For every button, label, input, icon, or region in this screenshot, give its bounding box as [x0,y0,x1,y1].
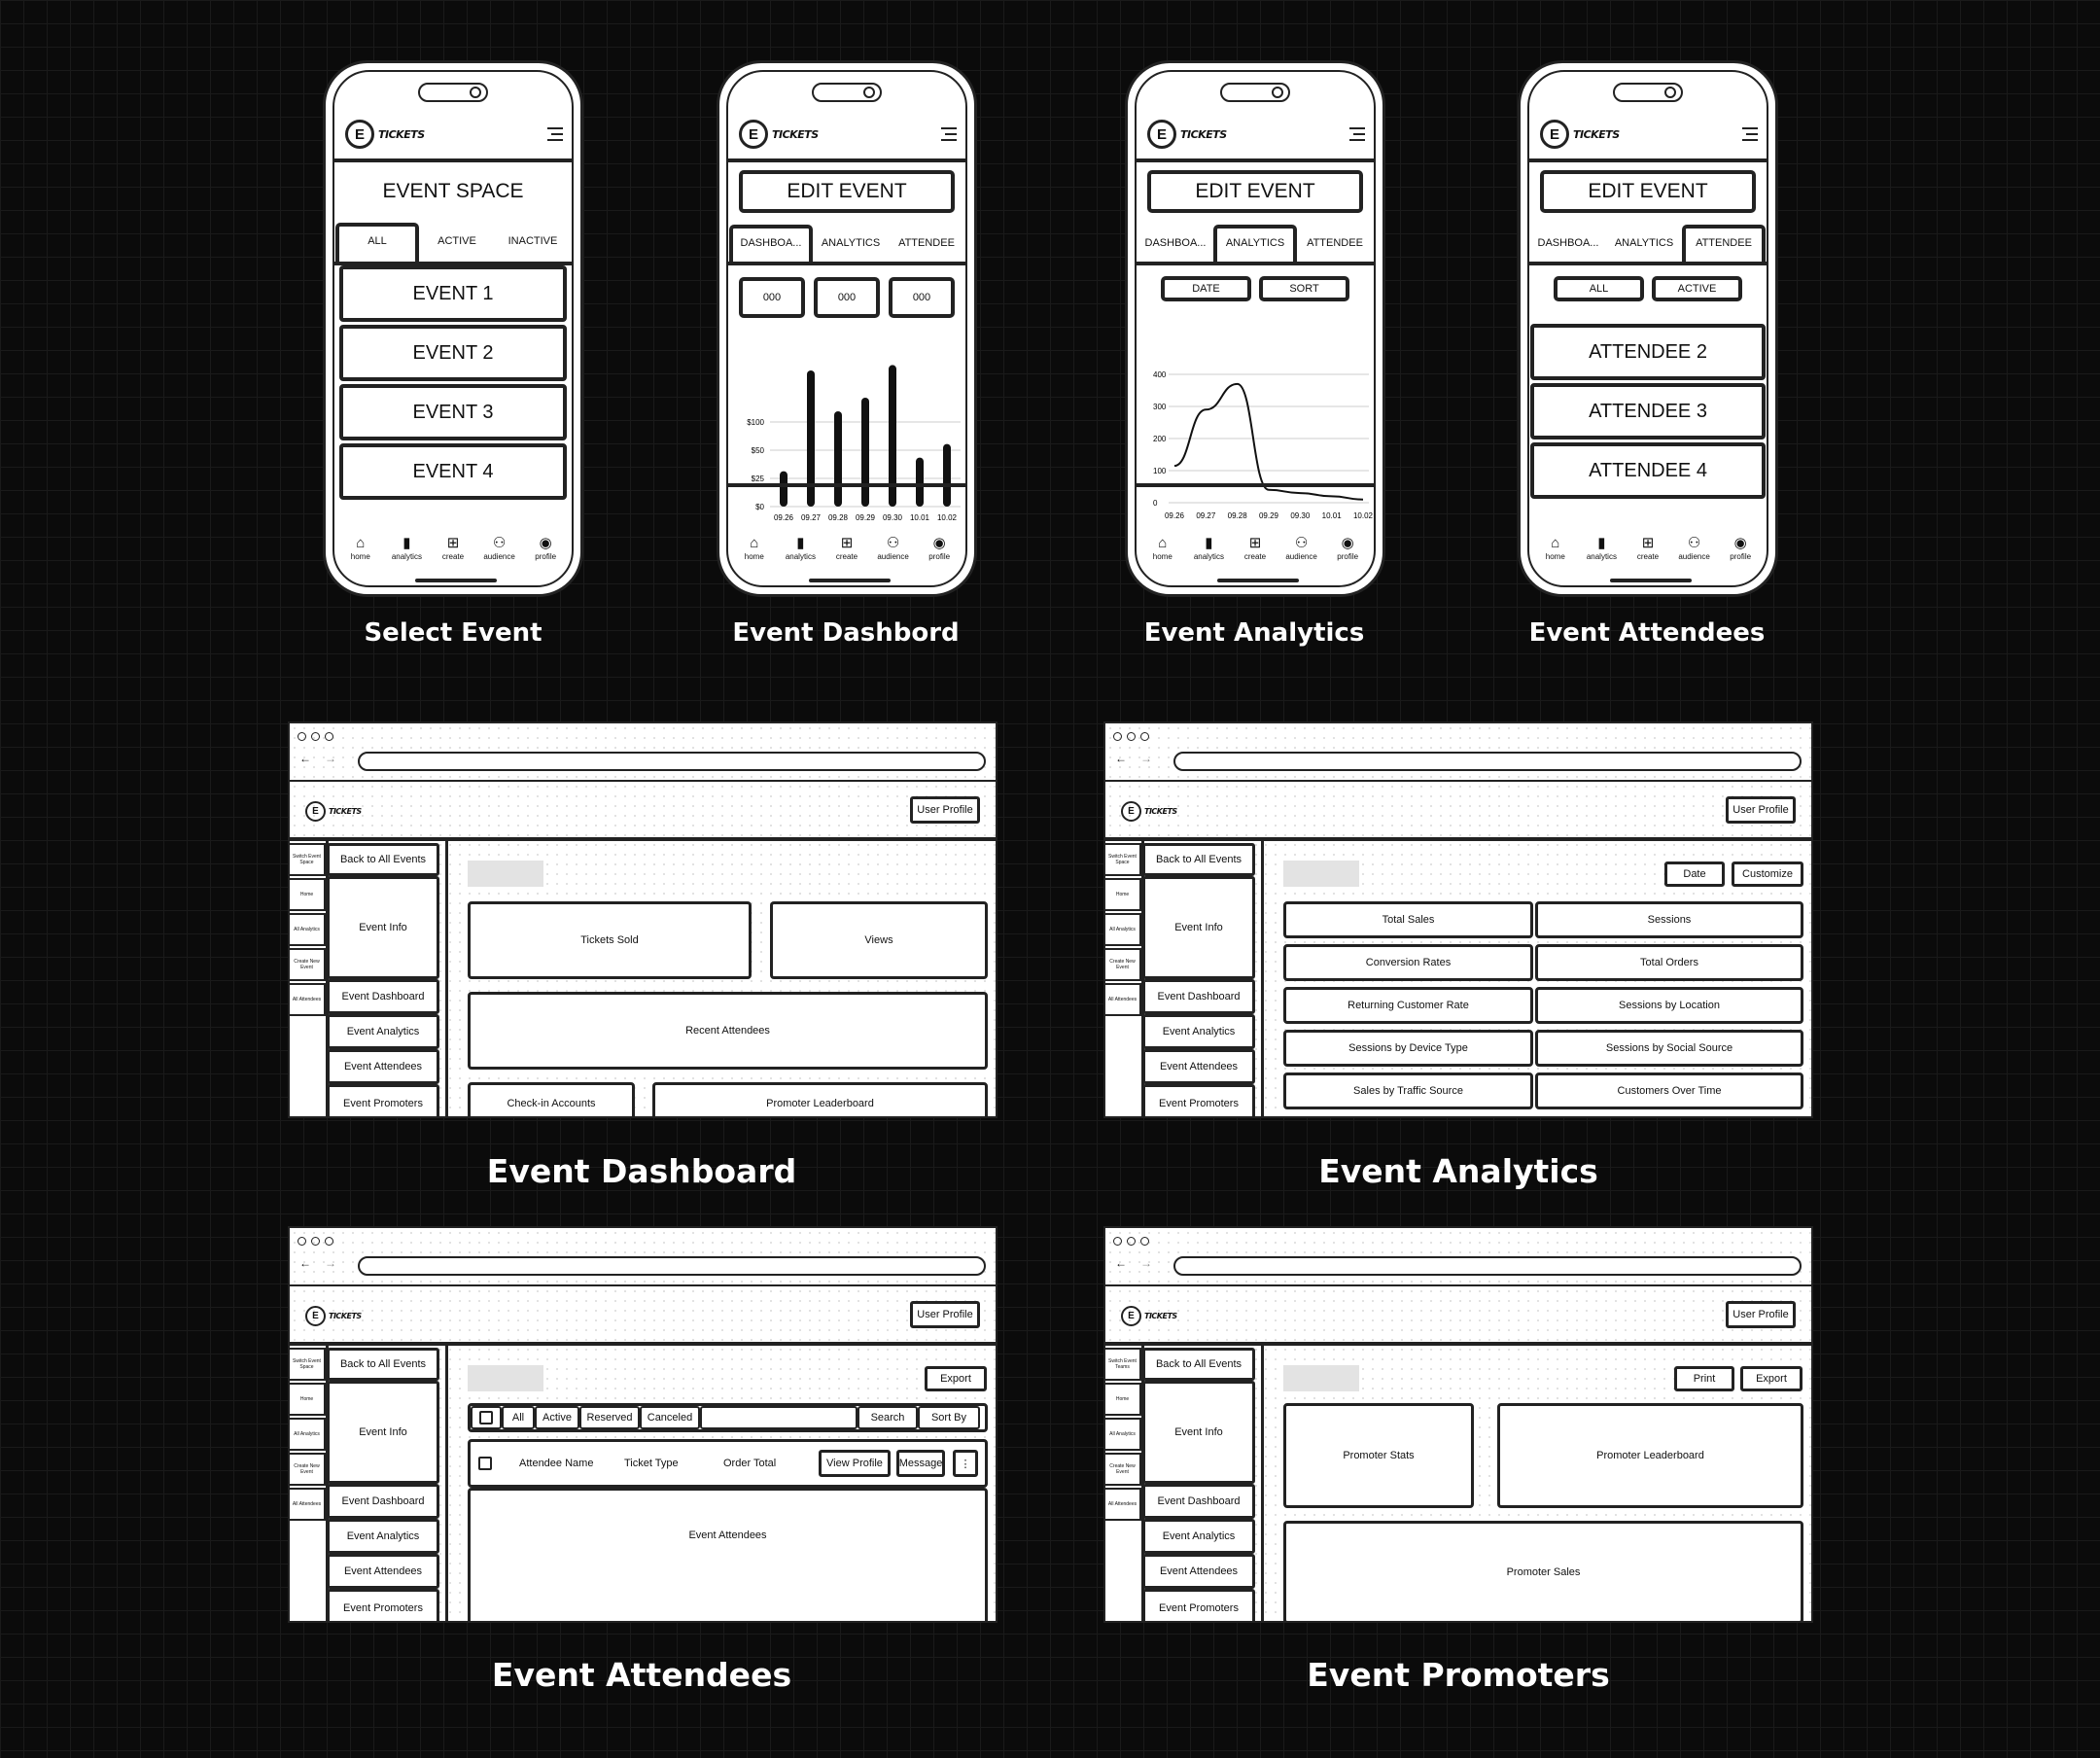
main-content [1261,1346,1811,1621]
nav-item-analytics[interactable] [384,535,431,561]
nav-label: home [1152,552,1172,561]
nav-label: profile [1730,552,1752,561]
phone-select-event [323,60,583,597]
nav-item-audience[interactable] [870,535,917,561]
event-info[interactable]: Event Info [327,876,439,979]
views-card[interactable]: Views [770,901,988,979]
y-tick-label: $25 [751,475,764,483]
promoter-leaderboard-card[interactable]: Promoter Leaderboard [652,1082,988,1118]
icon-rail [290,1346,329,1621]
caption-event-promoters: Event Promoters [1307,1656,1610,1694]
address-bar[interactable] [358,1256,986,1276]
nav-label: create [1243,552,1267,561]
phone-event-dashboard [717,60,977,597]
rail-item-all-analytics[interactable]: All Analytics [1105,1418,1141,1451]
tab-active[interactable]: ACTIVE [438,235,476,247]
bar [834,411,842,507]
tab-dashboard[interactable]: DASHBOA... [729,225,813,264]
rail-item-home[interactable]: Home [1105,878,1141,911]
tab-attendee[interactable]: ATTENDEE [1307,237,1363,249]
x-tick-label: 09.30 [1290,511,1311,520]
y-tick-label: 400 [1153,370,1167,379]
rail-item-home[interactable]: Home [290,878,326,911]
analytics-card[interactable]: Customers Over Time [1535,1072,1803,1109]
analytics-card[interactable]: Sessions by Social Source [1535,1030,1803,1067]
nav-label: create [1636,552,1660,561]
divider [333,158,573,162]
nav-item-audience[interactable] [1278,535,1325,561]
tab-attendee[interactable]: ATTENDEE [898,237,955,249]
attendee-row[interactable] [468,1439,988,1488]
page-title-placeholder [1283,1365,1359,1391]
stat-box: 000 [889,277,955,318]
nav-label: home [350,552,370,561]
analytics-card[interactable]: Returning Customer Rate [1283,987,1533,1024]
nav-label: analytics [1193,552,1224,561]
caption-event-analytics-web: Event Analytics [1318,1152,1598,1190]
nav-item-audience[interactable] [1671,535,1718,561]
rail-item-create-event[interactable]: Create New Event [290,1453,326,1486]
filter-all[interactable]: All [502,1406,535,1429]
sidebar-item-dashboard[interactable]: Event Dashboard [1142,979,1255,1014]
forward-arrow-icon[interactable]: → [1140,752,1152,765]
back-to-all-events[interactable]: Back to All Events [327,1348,439,1381]
nav-item-create[interactable] [823,535,870,561]
brand-logo[interactable]: E TICKETS [305,801,362,822]
attendee-button[interactable]: ATTENDEE 3 [1530,383,1766,440]
rail-item-create-event[interactable]: Create New Event [1105,948,1141,981]
brand-logo[interactable]: E TICKETS [345,120,425,149]
filter-reserved[interactable]: Reserved [579,1406,640,1429]
profile-icon: ◉ [1341,535,1354,551]
rail-item-switch-space[interactable]: Switch Event Space [290,1348,326,1381]
audience-icon: ⚇ [492,535,507,551]
x-tick-label: 09.29 [855,513,876,522]
rail-item-home[interactable]: Home [1105,1383,1141,1416]
nav-item-audience[interactable] [476,535,523,561]
nav-label: audience [877,552,909,561]
attendee-button[interactable]: ATTENDEE 4 [1530,442,1766,499]
home-icon: ⌂ [1158,535,1168,551]
menu-icon[interactable] [1349,127,1365,145]
phone-notch [418,83,488,102]
edit-event-button[interactable]: EDIT EVENT [1147,170,1363,213]
page-title-placeholder [468,1365,543,1391]
customize-button[interactable]: Customize [1732,861,1803,887]
x-tick-label: 09.28 [1227,511,1247,520]
rail-item-create-event[interactable]: Create New Event [290,948,326,981]
sidebar-item-dashboard[interactable]: Event Dashboard [327,1484,439,1519]
sessions-line-chart [1139,347,1377,532]
caption-event-analytics: Event Analytics [1143,618,1365,648]
address-bar[interactable] [1173,1256,1802,1276]
window-controls[interactable] [298,1237,333,1246]
bar [780,472,788,507]
page-title-placeholder [468,861,543,887]
date-button[interactable]: Date [1664,861,1725,887]
message-button[interactable]: Message [896,1450,945,1477]
bottom-nav [337,535,569,561]
event-sidebar [1142,1346,1259,1621]
x-tick-label: 09.26 [1164,511,1185,520]
col-order-total: Order Total [723,1458,777,1469]
series-line [1174,384,1363,500]
x-tick-label: 10.01 [909,513,930,522]
main-content [1261,841,1811,1116]
page-title-placeholder [1283,861,1359,887]
brand-logo[interactable]: E TICKETS [739,120,819,149]
check-in-accounts-card[interactable]: Check-in Accounts [468,1082,635,1118]
main-content [445,841,996,1116]
divider [727,158,966,162]
y-tick-label: 200 [1153,435,1167,443]
home-icon: ⌂ [750,535,759,551]
brand-logo[interactable]: E TICKETS [1121,1306,1177,1326]
promoter-leaderboard-card[interactable]: Promoter Leaderboard [1497,1403,1803,1508]
sidebar-item-promoters[interactable]: Event Promoters [327,1084,439,1118]
sidebar-item-promoters[interactable]: Event Promoters [1142,1084,1255,1118]
phone-notch [1220,83,1290,102]
event-info[interactable]: Event Info [1142,1381,1255,1484]
divider [727,262,966,265]
divider [727,483,966,487]
back-arrow-icon[interactable]: ← [299,1256,311,1270]
col-attendee-name: Attendee Name [519,1458,594,1469]
x-tick-label: 09.30 [882,513,903,522]
rail-item-all-attendees[interactable]: All Attendees [290,983,326,1016]
audience-icon: ⚇ [1687,535,1701,551]
analytics-card[interactable]: Sales by Traffic Source [1283,1072,1533,1109]
more-options-icon[interactable]: ⋮ [953,1450,978,1477]
analytics-card[interactable]: Total Orders [1535,944,1803,981]
profile-icon: ◉ [932,535,946,551]
event-button[interactable]: EVENT 3 [339,384,567,440]
phone-notch [812,83,882,102]
event-sidebar [327,841,443,1116]
icon-rail [290,841,329,1116]
tab-analytics[interactable]: ANALYTICS [821,237,881,249]
analytics-icon: ▮ [1597,535,1606,551]
divider [1136,262,1375,265]
menu-icon[interactable] [547,127,563,145]
bar [861,398,869,507]
event-sidebar [1142,841,1259,1116]
stat-box: 000 [814,277,880,318]
sidebar-item-analytics[interactable]: Event Analytics [327,1519,439,1554]
create-icon: ⊞ [840,535,854,551]
nav-label: audience [483,552,515,561]
y-tick-label: $50 [751,446,764,455]
bottom-nav [731,535,962,561]
user-profile-button[interactable]: User Profile [910,796,980,824]
phone-notch [1613,83,1683,102]
forward-arrow-icon[interactable]: → [325,752,336,765]
promoter-stats-card[interactable]: Promoter Stats [1283,1403,1474,1508]
analytics-card[interactable]: Conversion Rates [1283,944,1533,981]
home-indicator [1610,579,1692,582]
filter-spacer [700,1406,858,1429]
search-button[interactable]: Search [858,1406,918,1429]
bottom-nav [1532,535,1764,561]
rail-item-all-analytics[interactable]: All Analytics [290,913,326,946]
bar [943,444,951,507]
nav-item-analytics[interactable] [1186,535,1233,561]
window-controls[interactable] [1113,1237,1149,1246]
page-title: EVENT SPACE [382,180,524,202]
print-button[interactable]: Print [1674,1366,1734,1391]
divider [290,780,996,782]
audience-icon: ⚇ [1294,535,1309,551]
sidebar-item-attendees[interactable]: Event Attendees [1142,1554,1255,1589]
nav-label: profile [928,552,951,561]
user-profile-button[interactable]: User Profile [1726,796,1796,824]
y-tick-label: 300 [1153,403,1167,411]
nav-item-analytics[interactable] [778,535,824,561]
home-indicator [415,579,497,582]
browser-event-dashboard [288,721,998,1118]
nav-label: audience [1678,552,1710,561]
nav-label: analytics [785,552,816,561]
stat-box: 000 [739,277,805,318]
address-bar[interactable] [358,752,986,771]
main-content [445,1346,996,1621]
bottom-nav [1139,535,1371,561]
nav-item-profile[interactable] [1717,535,1764,561]
divider [1528,262,1768,265]
divider [1105,1284,1811,1286]
menu-icon[interactable] [1742,127,1758,145]
analytics-icon: ▮ [402,535,411,551]
nav-label: analytics [1586,552,1617,561]
sidebar-item-attendees[interactable]: Event Attendees [327,1049,439,1084]
sort-by-button[interactable]: Sort By [918,1406,980,1429]
forward-arrow-icon[interactable]: → [1140,1256,1152,1270]
nav-label: create [835,552,858,561]
brand-logo[interactable]: E TICKETS [1540,120,1620,149]
caption-event-dashboard: Event Dashboard [486,1152,797,1190]
caption-select-event: Select Event [364,618,542,648]
tab-attendee[interactable]: ATTENDEE [1682,225,1766,264]
sidebar-item-analytics[interactable]: Event Analytics [1142,1014,1255,1049]
event-button[interactable]: EVENT 4 [339,443,567,500]
sidebar-item-promoters[interactable]: Event Promoters [327,1589,439,1623]
row-checkbox[interactable] [478,1457,492,1470]
nav-item-create[interactable] [1232,535,1278,561]
nav-item-home[interactable] [1532,535,1579,561]
create-icon: ⊞ [1248,535,1262,551]
x-tick-label: 10.01 [1321,511,1342,520]
nav-item-home[interactable] [1139,535,1186,561]
rail-item-all-attendees[interactable]: All Attendees [1105,1488,1141,1521]
rail-item-all-attendees[interactable]: All Attendees [290,1488,326,1521]
nav-label: profile [535,552,557,561]
brand-logo[interactable]: E TICKETS [1147,120,1227,149]
filter-canceled[interactable]: Canceled [640,1406,700,1429]
back-to-all-events[interactable]: Back to All Events [327,843,439,876]
address-bar[interactable] [1173,752,1802,771]
x-tick-label: 10.02 [1352,511,1374,520]
back-arrow-icon[interactable]: ← [1115,1256,1127,1270]
x-tick-label: 09.27 [1196,511,1216,520]
sidebar-item-dashboard[interactable]: Event Dashboard [1142,1484,1255,1519]
col-ticket-type: Ticket Type [624,1458,679,1469]
rail-item-switch-space[interactable]: Switch Event Space [290,843,326,876]
nav-label: profile [1337,552,1359,561]
edit-event-button[interactable]: EDIT EVENT [739,170,955,213]
event-info[interactable]: Event Info [327,1381,439,1484]
export-button[interactable]: Export [925,1366,987,1391]
export-button[interactable]: Export [1740,1366,1802,1391]
window-controls[interactable] [298,732,333,741]
tab-analytics[interactable]: ANALYTICS [1614,237,1674,249]
phone-event-analytics [1125,60,1385,597]
x-tick-label: 10.02 [936,513,958,522]
event-button[interactable]: EVENT 1 [339,265,567,322]
browser-event-attendees [288,1226,998,1623]
nav-label: analytics [391,552,422,561]
filter-all-button[interactable]: ALL [1554,276,1644,301]
tab-inactive[interactable]: INACTIVE [508,235,558,247]
x-tick-label: 09.28 [827,513,849,522]
nav-item-home[interactable] [731,535,778,561]
edit-event-button[interactable]: EDIT EVENT [1540,170,1756,213]
nav-label: home [744,552,764,561]
nav-label: create [441,552,465,561]
x-tick-label: 09.26 [773,513,794,522]
brand-logo[interactable]: E TICKETS [1121,801,1177,822]
tickets-sold-card[interactable]: Tickets Sold [468,901,752,979]
divider [1136,483,1375,487]
nav-item-profile[interactable] [916,535,962,561]
divider [1528,158,1768,162]
divider [290,1284,996,1286]
analytics-card[interactable]: Sessions by Device Type [1283,1030,1533,1067]
promoter-sales-card[interactable]: Promoter Sales [1283,1521,1803,1623]
nav-label: home [1545,552,1565,561]
filter-active-button[interactable]: ACTIVE [1652,276,1742,301]
rail-item-all-attendees[interactable]: All Attendees [1105,983,1141,1016]
back-to-all-events[interactable]: Back to All Events [1142,843,1255,876]
audience-icon: ⚇ [886,535,900,551]
nav-label: audience [1285,552,1317,561]
rail-item-create-event[interactable]: Create New Event [1105,1453,1141,1486]
attendee-button[interactable]: ATTENDEE 2 [1530,324,1766,380]
user-profile-button[interactable]: User Profile [910,1301,980,1328]
y-tick-label: $100 [747,418,764,427]
date-filter-button[interactable]: DATE [1161,276,1251,301]
nav-item-profile[interactable] [1324,535,1371,561]
sort-button[interactable]: SORT [1259,276,1349,301]
bar [916,458,924,507]
nav-item-analytics[interactable] [1579,535,1626,561]
event-info[interactable]: Event Info [1142,876,1255,979]
sidebar-item-attendees[interactable]: Event Attendees [1142,1049,1255,1084]
user-profile-button[interactable]: User Profile [1726,1301,1796,1328]
tab-all[interactable]: ALL [335,223,419,262]
back-arrow-icon[interactable]: ← [1115,752,1127,765]
window-controls[interactable] [1113,732,1149,741]
brand-logo[interactable]: E TICKETS [305,1306,362,1326]
home-icon: ⌂ [1551,535,1560,551]
home-indicator [809,579,891,582]
event-button[interactable]: EVENT 2 [339,325,567,381]
profile-icon: ◉ [1733,535,1747,551]
recent-attendees-card[interactable]: Recent Attendees [468,992,988,1070]
nav-item-create[interactable] [430,535,476,561]
browser-event-promoters [1103,1226,1813,1623]
caption-event-attendees-web: Event Attendees [491,1656,792,1694]
tab-dashboard[interactable]: DASHBOA... [1144,237,1207,249]
sidebar-item-promoters[interactable]: Event Promoters [1142,1589,1255,1623]
icon-rail [1105,841,1144,1116]
analytics-icon: ▮ [1205,535,1213,551]
phone-event-attendees [1518,60,1778,597]
home-indicator [1217,579,1299,582]
filter-active[interactable]: Active [535,1406,579,1429]
divider [1136,158,1375,162]
caption-event-attendees: Event Attendees [1528,618,1766,648]
analytics-icon: ▮ [796,535,805,551]
create-icon: ⊞ [446,535,460,551]
profile-icon: ◉ [539,535,552,551]
analytics-card[interactable]: Sessions [1535,901,1803,938]
rail-item-home[interactable]: Home [290,1383,326,1416]
analytics-card[interactable]: Total Sales [1283,901,1533,938]
caption-event-dashbord: Event Dashbord [732,618,960,648]
rail-item-switch-space[interactable]: Switch Event Space [1105,843,1141,876]
rail-item-switch-teams[interactable]: Switch Event Teams [1105,1348,1141,1381]
event-attendees-list[interactable]: Event Attendees [468,1488,988,1623]
nav-item-home[interactable] [337,535,384,561]
sidebar-item-dashboard[interactable]: Event Dashboard [327,979,439,1014]
analytics-card[interactable]: Sessions by Location [1535,987,1803,1024]
y-tick-label: 0 [1153,499,1158,508]
menu-icon[interactable] [941,127,957,145]
event-sidebar [327,1346,443,1621]
browser-event-analytics [1103,721,1813,1118]
sales-bar-chart [731,347,968,532]
tab-dashboard[interactable]: DASHBOA... [1537,237,1599,249]
view-profile-button[interactable]: View Profile [819,1450,891,1477]
rail-item-all-analytics[interactable]: All Analytics [1105,913,1141,946]
back-arrow-icon[interactable]: ← [299,752,311,765]
rail-item-all-analytics[interactable]: All Analytics [290,1418,326,1451]
back-to-all-events[interactable]: Back to All Events [1142,1348,1255,1381]
icon-rail [1105,1346,1144,1621]
divider [1105,780,1811,782]
home-icon: ⌂ [356,535,366,551]
tab-analytics[interactable]: ANALYTICS [1213,225,1297,264]
y-tick-label: $0 [755,503,764,511]
sidebar-item-attendees[interactable]: Event Attendees [327,1554,439,1589]
sidebar-item-analytics[interactable]: Event Analytics [1142,1519,1255,1554]
nav-item-create[interactable] [1625,535,1671,561]
x-tick-label: 09.27 [800,513,822,522]
create-icon: ⊞ [1641,535,1655,551]
x-tick-label: 09.29 [1258,511,1279,520]
nav-item-profile[interactable] [522,535,569,561]
y-tick-label: 100 [1153,467,1167,475]
forward-arrow-icon[interactable]: → [325,1256,336,1270]
sidebar-item-analytics[interactable]: Event Analytics [327,1014,439,1049]
filter-bar [468,1403,988,1432]
select-all-checkbox[interactable] [471,1406,502,1429]
